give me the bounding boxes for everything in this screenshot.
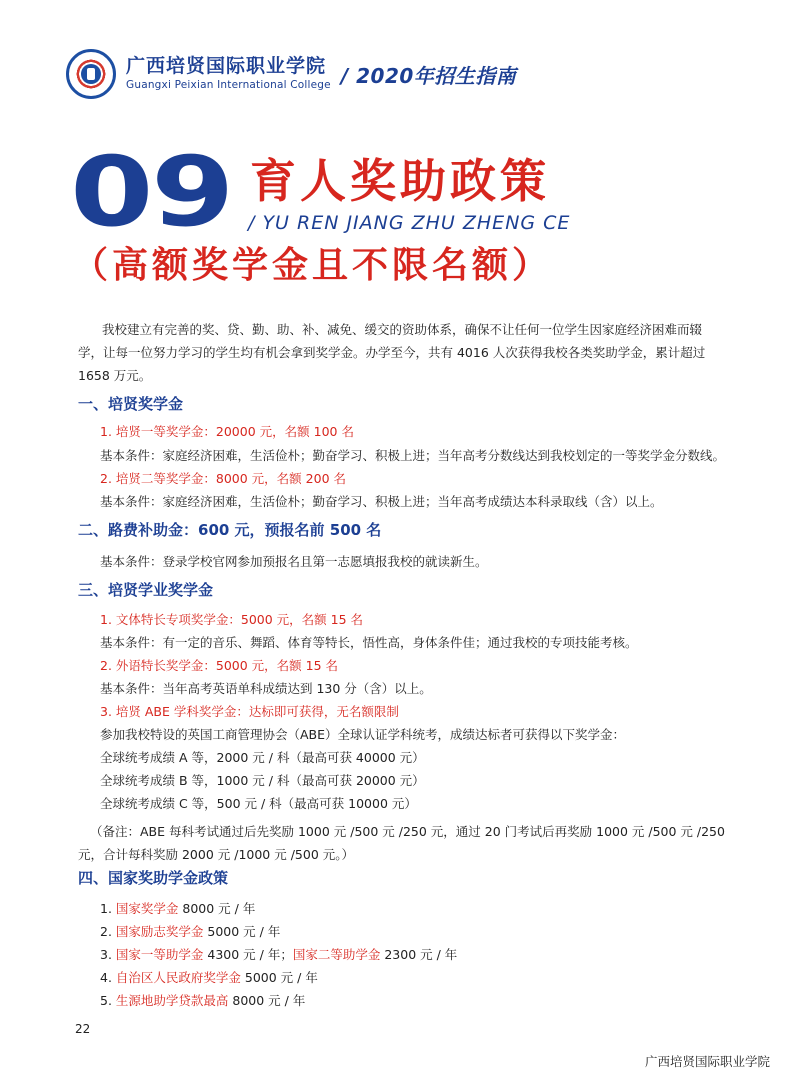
page-number: 22 [75, 1022, 91, 1036]
section-1-item-1-condition: 基本条件：家庭经济困难，生活俭朴；勤奋学习、积极上进；当年高考分数线达到我校划定的一等奖学金分数线。 [100, 448, 726, 463]
section-4-title: 四、国家奖助学金政策 [78, 869, 229, 887]
national-item-5-num: 5. [100, 993, 116, 1008]
national-item-2-name: 国家励志奖学金 [115, 924, 204, 939]
national-item-1-amount: 8000 元 / 年 [178, 901, 256, 916]
section-3-title: 三、培贤学业奖学金 [78, 581, 214, 599]
chapter-subtitle: （高额奖学金且不限名额） [72, 245, 553, 286]
abe-grade-b: 全球统考成绩 B 等，1000 元 / 科（最高可获 20000 元） [100, 773, 425, 788]
abe-note: （备注：ABE 每科考试通过后先奖励 1000 元 /500 元 /250 元，通过 20 门考试后再奖励 1000 元 /500 元 /250 元，合计每科奖励 2000 元 /1000 元 /500 元。） [78, 824, 725, 862]
national-item-5 [100, 995, 305, 1008]
national-item-3 [100, 949, 457, 962]
national-item-5-name: 生源地助学贷款最高 [115, 993, 229, 1008]
footer-college-name: 广西培贤国际职业学院 [644, 1054, 770, 1069]
intro-paragraph: 我校建立有完善的奖、贷、勤、助、补、减免、缓交的资助体系，确保不让任何一位学生因家庭经济困难而辍学，让每一位努力学习的学生均有机会拿到奖学金。办学至今，共有 4016 人次获得我校各类奖助学金，累计超过 1658 万元。 [78, 322, 706, 383]
section-2-condition: 基本条件：登录学校官网参加预报名且第一志愿填报我校的就读新生。 [100, 554, 488, 569]
section-1-title: 一、培贤奖学金 [78, 395, 184, 413]
national-item-2-amount: 5000 元 / 年 [203, 924, 281, 939]
section-3-item-2: 2. 外语特长奖学金：5000 元，名额 15 名 [100, 658, 339, 673]
section-3-item-3-description: 参加我校特设的英国工商管理协会（ABE）全球认证学科统考，成绩达标者可获得以下奖学金： [100, 727, 626, 742]
chapter-number: 09 [70, 136, 232, 248]
national-item-4-num: 4. [100, 970, 116, 985]
section-3-item-1: 1. 文体特长专项奖学金：5000 元，名额 15 名 [100, 612, 364, 627]
guide-title: / 2020年招生指南 [340, 63, 517, 88]
national-item-1 [100, 903, 255, 916]
national-item-2-num: 2. [100, 924, 116, 939]
section-2-title: 二、路费补助金：600 元，预报名前 500 名 [78, 521, 382, 539]
national-item-4-amount: 5000 元 / 年 [240, 970, 318, 985]
national-item-4 [100, 972, 318, 985]
national-item-2 [100, 926, 280, 939]
section-1-item-2: 2. 培贤二等奖学金：8000 元，名额 200 名 [100, 471, 346, 486]
national-item-3-name-2: 国家二等助学金 [292, 947, 381, 962]
header [66, 46, 516, 102]
national-item-3-amount-2: 2300 元 / 年 [380, 947, 458, 962]
section-1-item-1: 1. 培贤一等奖学金：20000 元，名额 100 名 [100, 424, 354, 439]
college-name-cn: 广西培贤国际职业学院 [126, 55, 327, 78]
college-logo-icon [66, 49, 116, 99]
abe-grade-c: 全球统考成绩 C 等，500 元 / 科（最高可获 10000 元） [100, 796, 417, 811]
national-item-1-num: 1. [100, 901, 116, 916]
national-item-5-amount: 8000 元 / 年 [228, 993, 306, 1008]
national-item-3-amount: 4300 元 / 年； [203, 947, 293, 962]
national-item-3-name: 国家一等助学金 [115, 947, 204, 962]
national-item-3-num: 3. [100, 947, 116, 962]
national-item-1-name: 国家奖学金 [115, 901, 179, 916]
national-item-4-name: 自治区人民政府奖学金 [115, 970, 241, 985]
college-name-en: Guangxi Peixian International College [126, 79, 331, 92]
chapter-pinyin: / YU REN JIANG ZHU ZHENG CE [248, 212, 571, 234]
chapter-title: 育人奖助政策 [250, 154, 550, 208]
section-1-item-2-condition: 基本条件：家庭经济困难，生活俭朴；勤奋学习、积极上进；当年高考成绩达本科录取线（含）以上。 [100, 494, 663, 509]
section-3-item-1-condition: 基本条件：有一定的音乐、舞蹈、体育等特长，悟性高，身体条件佳；通过我校的专项技能考核。 [100, 635, 638, 650]
abe-grade-a: 全球统考成绩 A 等，2000 元 / 科（最高可获 40000 元） [100, 750, 425, 765]
section-3-item-2-condition: 基本条件：当年高考英语单科成绩达到 130 分（含）以上。 [100, 681, 432, 696]
college-name [126, 57, 331, 91]
section-3-item-3: 3. 培贤 ABE 学科奖学金：达标即可获得，无名额限制 [100, 704, 399, 719]
